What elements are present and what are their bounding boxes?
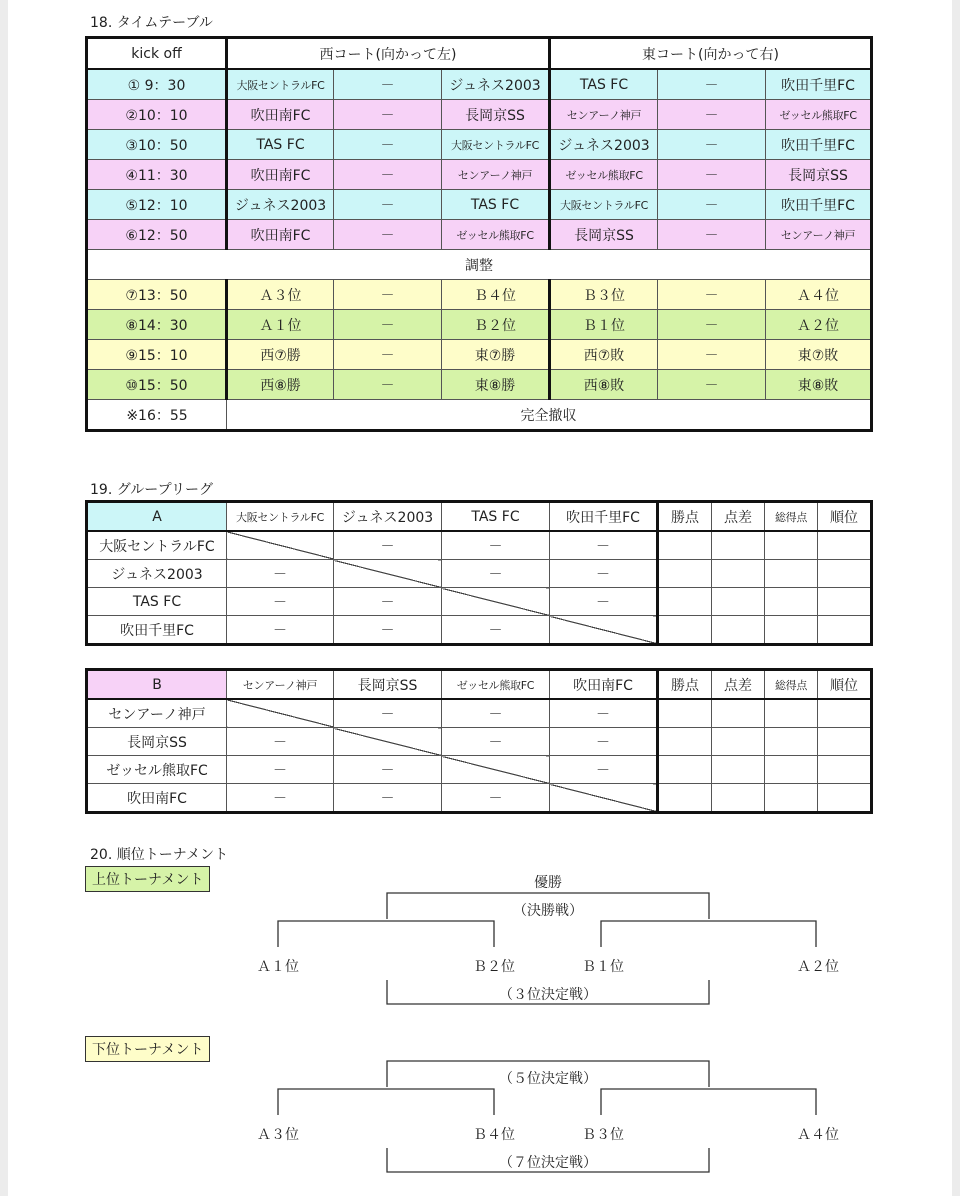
- west-team-2: 大阪セントラルFC: [442, 130, 550, 160]
- timetable-title: 18. タイムテーブル: [90, 15, 213, 31]
- team-name: ゼッセル熊取FC: [87, 756, 227, 784]
- team-name: 長岡京SS: [87, 728, 227, 756]
- team-name: 吹田南FC: [87, 784, 227, 813]
- lower-tournament-tag: 下位トーナメント: [85, 1036, 210, 1062]
- result-cell: －: [227, 784, 334, 813]
- kickoff-time: ④11：30: [87, 160, 227, 190]
- result-cell: －: [334, 588, 442, 616]
- east-team-1: Ｂ１位: [550, 310, 658, 340]
- team-name: ジュネス2003: [87, 560, 227, 588]
- west-team-2: 東⑧勝: [442, 370, 550, 400]
- east-team-1: 西⑦敗: [550, 340, 658, 370]
- adjust-label: 調整: [87, 250, 872, 280]
- west-team-2: ゼッセル熊取FC: [442, 220, 550, 250]
- group-a-col-team: 大阪セントラルFC: [227, 502, 334, 532]
- team-name: センアーノ神戸: [87, 699, 227, 728]
- west-team-1: TAS FC: [227, 130, 334, 160]
- east-team-2: 吹田千里FC: [766, 69, 872, 100]
- east-team-1: TAS FC: [550, 69, 658, 100]
- west-vs: －: [334, 130, 442, 160]
- seed-label: Ｂ３位: [582, 1127, 624, 1143]
- east-team-2: Ａ４位: [766, 280, 872, 310]
- group-b-col-team: センアーノ神戸: [227, 670, 334, 700]
- result-cell: －: [227, 616, 334, 645]
- team-name: 吹田千里FC: [87, 616, 227, 645]
- west-team-1: 吹田南FC: [227, 220, 334, 250]
- west-court-header: 西コート(向かって左): [227, 38, 550, 70]
- east-team-2: センアーノ神戸: [766, 220, 872, 250]
- east-team-1: Ｂ３位: [550, 280, 658, 310]
- result-cell: －: [227, 560, 334, 588]
- kickoff-time: ※16：55: [87, 400, 227, 431]
- west-team-2: センアーノ神戸: [442, 160, 550, 190]
- west-team-1: Ａ３位: [227, 280, 334, 310]
- group-b-col-team: 吹田南FC: [550, 670, 658, 700]
- east-team-1: ジュネス2003: [550, 130, 658, 160]
- final-label: （決勝戦）: [513, 903, 583, 919]
- semi-left-bracket-line: [278, 921, 494, 947]
- east-vs: －: [658, 280, 766, 310]
- kickoff-time: ⑩15：50: [87, 370, 227, 400]
- west-vs: －: [334, 340, 442, 370]
- kickoff-time: ⑤12：10: [87, 190, 227, 220]
- result-cell: －: [334, 699, 442, 728]
- seed-label: Ａ１位: [257, 959, 299, 975]
- west-team-2: 東⑦勝: [442, 340, 550, 370]
- east-court-header: 東コート(向かって右): [550, 38, 872, 70]
- east-team-2: 東⑦敗: [766, 340, 872, 370]
- west-vs: －: [334, 310, 442, 340]
- west-team-2: 長岡京SS: [442, 100, 550, 130]
- west-vs: －: [334, 190, 442, 220]
- result-cell: －: [442, 560, 550, 588]
- result-cell: －: [550, 699, 658, 728]
- west-team-1: ジュネス2003: [227, 190, 334, 220]
- east-vs: －: [658, 340, 766, 370]
- east-vs: －: [658, 160, 766, 190]
- kickoff-time: ②10：10: [87, 100, 227, 130]
- group-a-label: A: [87, 502, 227, 532]
- result-cell: －: [550, 531, 658, 560]
- west-team-2: Ｂ４位: [442, 280, 550, 310]
- east-team-1: 西⑧敗: [550, 370, 658, 400]
- result-cell: －: [550, 756, 658, 784]
- team-name: 大阪セントラルFC: [87, 531, 227, 560]
- seed-label: Ｂ４位: [473, 1127, 515, 1143]
- result-cell: －: [334, 616, 442, 645]
- east-vs: －: [658, 190, 766, 220]
- west-team-1: Ａ１位: [227, 310, 334, 340]
- east-team-1: ゼッセル熊取FC: [550, 160, 658, 190]
- east-team-1: 長岡京SS: [550, 220, 658, 250]
- kickoff-time: ⑥12：50: [87, 220, 227, 250]
- east-vs: －: [658, 100, 766, 130]
- west-team-2: Ｂ２位: [442, 310, 550, 340]
- result-cell: －: [334, 784, 442, 813]
- third-place-label: （３位決定戦）: [499, 987, 597, 1003]
- result-cell: －: [227, 588, 334, 616]
- west-team-1: 西⑧勝: [227, 370, 334, 400]
- goal-diff-header: 点差: [712, 502, 765, 532]
- champion-label: 優勝: [534, 875, 562, 891]
- east-vs: －: [658, 220, 766, 250]
- points-header: 勝点: [658, 670, 712, 700]
- kickoff-time: ⑧14：30: [87, 310, 227, 340]
- east-team-2: Ａ２位: [766, 310, 872, 340]
- kickoff-time: ⑦13：50: [87, 280, 227, 310]
- east-vs: －: [658, 310, 766, 340]
- group-b-label: B: [87, 670, 227, 700]
- goal-diff-header: 点差: [712, 670, 765, 700]
- seed-label: Ａ２位: [797, 959, 839, 975]
- kickoff-header: kick off: [87, 38, 227, 70]
- east-team-2: 吹田千里FC: [766, 190, 872, 220]
- west-vs: －: [334, 220, 442, 250]
- result-cell: －: [227, 756, 334, 784]
- east-team-1: センアーノ神戸: [550, 100, 658, 130]
- result-cell: －: [442, 784, 550, 813]
- west-team-2: ジュネス2003: [442, 69, 550, 100]
- lower-left-bracket-line: [278, 1089, 494, 1115]
- kickoff-time: ⑨15：10: [87, 340, 227, 370]
- goals-header: 総得点: [765, 502, 818, 532]
- result-cell: －: [550, 728, 658, 756]
- rank-header: 順位: [818, 502, 872, 532]
- east-vs: －: [658, 130, 766, 160]
- east-team-1: 大阪セントラルFC: [550, 190, 658, 220]
- group-b-col-team: ゼッセル熊取FC: [442, 670, 550, 700]
- tournament-title: 20. 順位トーナメント: [90, 847, 229, 863]
- result-cell: －: [227, 728, 334, 756]
- west-team-2: TAS FC: [442, 190, 550, 220]
- east-team-2: ゼッセル熊取FC: [766, 100, 872, 130]
- seed-label: Ｂ１位: [582, 959, 624, 975]
- lower-right-bracket-line: [601, 1089, 816, 1115]
- seventh-place-label: （７位決定戦）: [499, 1155, 597, 1171]
- fifth-place-label: （５位決定戦）: [499, 1071, 597, 1087]
- east-vs: －: [658, 370, 766, 400]
- west-vs: －: [334, 160, 442, 190]
- kickoff-time: ③10：50: [87, 130, 227, 160]
- group-a-col-team: TAS FC: [442, 502, 550, 532]
- east-vs: －: [658, 69, 766, 100]
- east-team-2: 東⑧敗: [766, 370, 872, 400]
- west-vs: －: [334, 280, 442, 310]
- result-cell: －: [442, 531, 550, 560]
- result-cell: －: [334, 756, 442, 784]
- final-note: 完全撤収: [227, 400, 872, 431]
- east-team-2: 吹田千里FC: [766, 130, 872, 160]
- group-b-col-team: 長岡京SS: [334, 670, 442, 700]
- team-name: TAS FC: [87, 588, 227, 616]
- result-cell: －: [550, 588, 658, 616]
- result-cell: －: [442, 699, 550, 728]
- seed-label: Ｂ２位: [473, 959, 515, 975]
- league-title: 19. グループリーグ: [90, 482, 214, 498]
- west-team-1: 西⑦勝: [227, 340, 334, 370]
- west-vs: －: [334, 100, 442, 130]
- goals-header: 総得点: [765, 670, 818, 700]
- seed-label: Ａ３位: [257, 1127, 299, 1143]
- west-team-1: 大阪セントラルFC: [227, 69, 334, 100]
- result-cell: －: [442, 728, 550, 756]
- result-cell: －: [550, 560, 658, 588]
- west-team-1: 吹田南FC: [227, 100, 334, 130]
- points-header: 勝点: [658, 502, 712, 532]
- kickoff-time: ① 9：30: [87, 69, 227, 100]
- seed-label: Ａ４位: [797, 1127, 839, 1143]
- east-team-2: 長岡京SS: [766, 160, 872, 190]
- semi-right-bracket-line: [601, 921, 816, 947]
- result-cell: －: [442, 616, 550, 645]
- west-vs: －: [334, 370, 442, 400]
- result-cell: －: [334, 531, 442, 560]
- west-team-1: 吹田南FC: [227, 160, 334, 190]
- west-vs: －: [334, 69, 442, 100]
- group-a-col-team: ジュネス2003: [334, 502, 442, 532]
- group-a-col-team: 吹田千里FC: [550, 502, 658, 532]
- upper-tournament-tag: 上位トーナメント: [85, 866, 210, 892]
- rank-header: 順位: [818, 670, 872, 700]
